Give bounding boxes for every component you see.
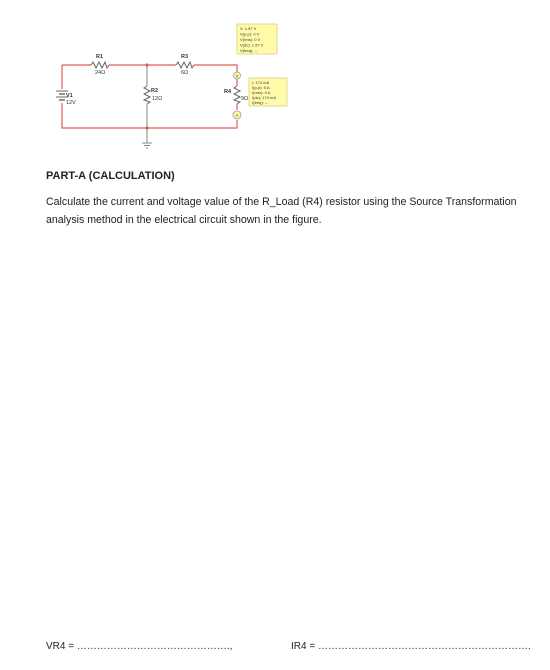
- voltmeter-reading: V(p-p): 0 V: [240, 31, 260, 37]
- r1-label: R1: [96, 54, 104, 60]
- resistor-r1: [91, 62, 109, 68]
- v1-label: V1: [66, 93, 73, 99]
- r3-label: R3: [181, 54, 189, 60]
- voltmeter-probe-box: [237, 24, 277, 54]
- r2-label: R2: [151, 88, 159, 94]
- voltmeter-reading: V(rms): 0 V: [240, 37, 261, 42]
- voltmeter-symbol: V: [235, 73, 239, 79]
- ammeter-reading: I(rms): 0 A: [252, 90, 271, 95]
- ammeter-reading: I(p-p): 0 A: [252, 85, 270, 90]
- resistor-r2: [144, 86, 150, 104]
- resistor-r3: [176, 62, 194, 68]
- voltmeter-reading: V: 1.57 V: [240, 26, 257, 31]
- ammeter-reading: I(dc): 174 mA: [252, 95, 277, 100]
- ammeter-reading: I(freq): --: [252, 100, 268, 105]
- r3-value: 6Ω: [181, 70, 189, 76]
- ammeter-reading: I: 174 mA: [252, 80, 270, 85]
- v1-value: 12V: [66, 100, 76, 106]
- question-paragraph: Calculate the current and voltage value of the R_Load (R4) resistor using the Source Transformation analysis method in the electrical circuit shown in the figure.: [46, 196, 517, 226]
- junction-top: [145, 63, 148, 66]
- r4-label: R4: [223, 89, 231, 95]
- r4-value: 9Ω: [241, 96, 249, 102]
- vr4-answer-line: VR4 = ……………………………………….,: [46, 641, 233, 652]
- circuit-diagram: [0, 0, 550, 165]
- ammeter-probe-box: [249, 78, 287, 106]
- ground-icon: [142, 143, 152, 148]
- voltmeter-reading: V(dc): 1.57 V: [240, 42, 264, 48]
- r2-value: 12Ω: [152, 96, 163, 102]
- voltmeter-reading: V(freq): --: [240, 48, 258, 53]
- section-heading: PART-A (CALCULATION): [46, 170, 175, 182]
- resistor-r4: [234, 86, 240, 104]
- ammeter-symbol: A: [235, 113, 239, 118]
- r1-value: 24Ω: [95, 70, 106, 76]
- junction-bottom: [145, 126, 148, 129]
- ir4-answer-line: IR4 = ……………………………………………………….: [291, 641, 531, 652]
